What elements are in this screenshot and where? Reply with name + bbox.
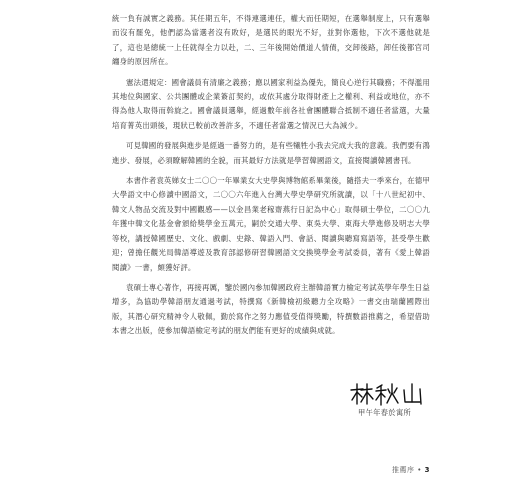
page-footer [392,465,430,475]
page-number: 3 [424,466,430,474]
paragraph-5: 袁碩士專心著作，再接再厲，鑒於國內參加韓國政府主辦韓語實力檢定考試英學年學生日益增多，為協助學韓語朋友通過考試，特撰寫《新韓檢初級聽力全攻略》一書交由瑞蘭國際出版，其潛心研究精神令人敬佩，勤於寫作之努力應值受值得獎勵，特撰數語推薦之，希望借助本書之出版，使參加韓語檢定考試的朋友們能有更好的成績與成就。 [112,282,430,336]
signature-caption: 甲午年春於寓所 [358,408,412,417]
body-text [112,12,430,339]
paragraph-4: 本書作者袁英娣女士二〇〇一年畢業女大史學與博物館系畢業後，隨搭夫一季來台，在德甲大學語文中心修讀中國語文，二〇〇六年進入台灣大學史學研究所就讀，以「十八世紀初中、韓文人物品交流及對中國觀感——以金昌業老稼齋燕行日記為中心」取得碩士學位，二〇〇九年獲中韓文化基金會頒給獎學金五萬元，嗣於交通大學、東吳大學、東海大學進修及明志大學等校，講授韓國歷史、文化、戲劇、史錄、韓語入門、會話、閱讀與聽寫寫語等，甚受學生歡迎；曾擔任觀光局韓語導遊及教育部認修研習韓國語文交換獎學金考試委員，著有《愛上韓語閱讀》一書，頗獲好評。 [112,176,430,272]
paragraph-3: 可見韓國的發展與進步是經過一番努力的，是有些犧牲小我去完成大我的意義。我們要有鴻進步、發展，必須瞭解韓國的全貌，而其最好方法就是學習韓國語文，直接閱讀韓國書刊。 [112,141,430,165]
handwritten-signature [348,381,428,407]
footer-label: 推薦序 [392,466,415,474]
paragraph-1: 統一負有誠實之義務。其任期五年，不得連選連任，權大而任期短，在選舉制度上，只有選舉而沒有罷免，他們認為當選者沒有敗好，是選民的眼光不好，並對你選他，下次不選他就是了，這也是總統一上任就得全力以赴，二、三年後開始價道人情債，交卸後路，卸任後都官司纏身的原因所在。 [112,14,430,67]
paragraph-2: 憲法還規定：國會議員有清廉之義務；應以國家利益為優先，簡良心逆行其職務；不得濫用其地位與國家、公共團體或企業簽訂契約，或依其處分取得財產上之權利、利益或地位，亦不得為他人取得而斡旋之。國會議員選舉，經過數年前各社會團體聯合抵制不適任者當選，大量培育菁英出頭後，現狀已較前改善許多，不適任者當選之情況已大為減少。 [112,77,430,130]
footer-separator: • [417,466,422,474]
